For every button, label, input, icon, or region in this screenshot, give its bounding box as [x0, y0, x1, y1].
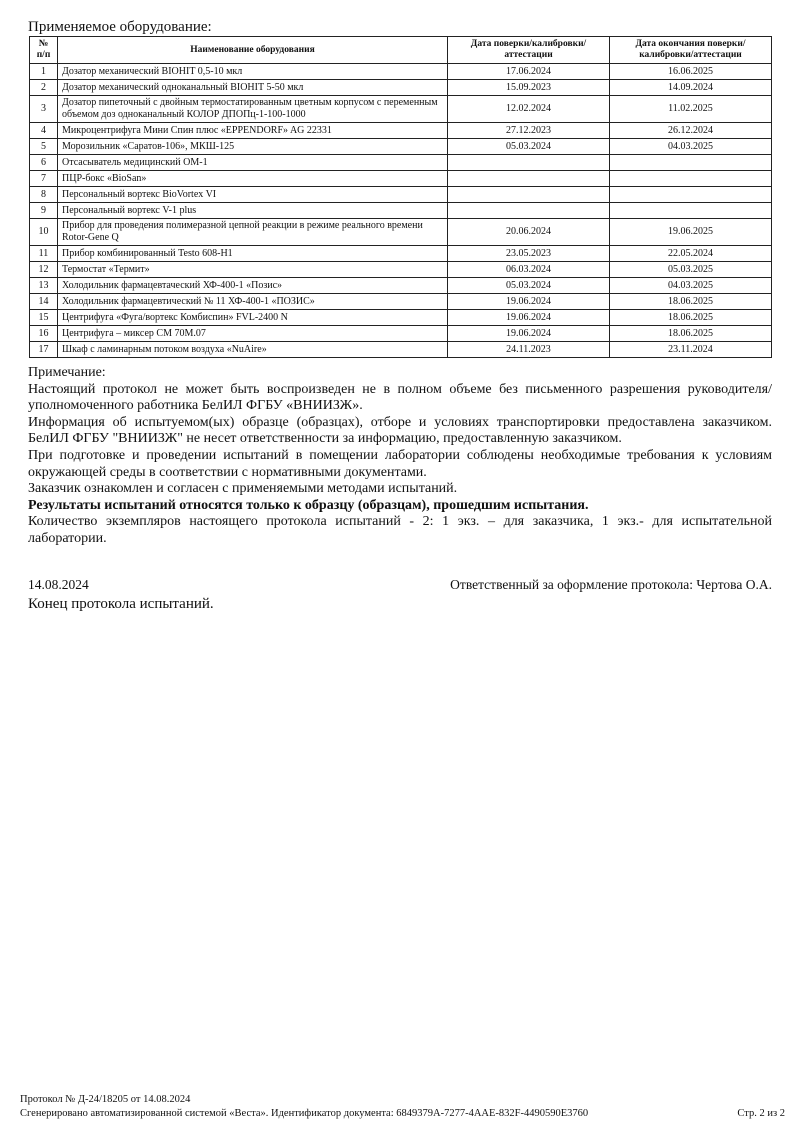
table-row [30, 171, 772, 187]
cell-name: Микроцентрифуга Мини Спин плюс «EPPENDORF» AG 22331 [58, 123, 448, 139]
note-copies: Количество экземпляров настоящего протокола испытаний - 2: 1 экз. – для заказчика, 1 экз.- для испытательной лаборатории. [28, 514, 772, 546]
cell-date-from: 05.03.2024 [448, 278, 610, 294]
table-row [30, 294, 772, 310]
cell-date-to [610, 203, 772, 219]
cell-date-from: 05.03.2024 [448, 139, 610, 155]
cell-date-from: 23.05.2023 [448, 246, 610, 262]
cell-name: ПЦР-бокс «BioSan» [58, 171, 448, 187]
cell-num: 16 [30, 326, 58, 342]
footer-line-2 [20, 1107, 785, 1121]
cell-date-from [448, 155, 610, 171]
cell-num: 17 [30, 342, 58, 358]
cell-num: 2 [30, 80, 58, 96]
cell-name: Центрифуга «Фуга/вортекс Комбиспин» FVL-2400 N [58, 310, 448, 326]
page-number: Стр. 2 из 2 [737, 1108, 785, 1119]
notes-section [28, 365, 772, 548]
cell-date-to: 14.09.2024 [610, 80, 772, 96]
cell-date-from [448, 187, 610, 203]
cell-date-to: 19.06.2025 [610, 219, 772, 246]
cell-name: Дозатор пипеточный с двойным термостатированным цветным корпусом с переменным объемом доз одноканальный КОЛОР ДПОПц-1-100-1000 [58, 96, 448, 123]
cell-date-to [610, 187, 772, 203]
note-reproduction: Настоящий протокол не может быть воспроизведен не в полном объеме без письменного разрешения руководителя/уполномоченного работника БелИЛ ФГБУ «ВНИИЗЖ». [28, 381, 772, 414]
equipment-section-title: Применяемое оборудование: [28, 19, 212, 35]
responsible-person: Ответственный за оформление протокола: Чертова О.А. [450, 577, 772, 592]
cell-name: Дозатор механический BIOHIT 0,5-10 мкл [58, 64, 448, 80]
cell-num: 13 [30, 278, 58, 294]
cell-name: Персональный вортекс BioVortex VI [58, 187, 448, 203]
cell-num: 7 [30, 171, 58, 187]
cell-date-to: 11.02.2025 [610, 96, 772, 123]
table-row [30, 64, 772, 80]
cell-name: Термостат «Термит» [58, 262, 448, 278]
note-customer-agreement: Заказчик ознакомлен и согласен с применяемыми методами испытаний. [28, 481, 458, 497]
cell-name: Дозатор механический одноканальный BIOHIT 5-50 мкл [58, 80, 448, 96]
cell-date-from: 19.06.2024 [448, 310, 610, 326]
table-row [30, 187, 772, 203]
table-row [30, 155, 772, 171]
table-row [30, 80, 772, 96]
table-row [30, 203, 772, 219]
protocol-date: 14.08.2024 [28, 577, 89, 592]
cell-date-to [610, 171, 772, 187]
cell-date-to: 05.03.2025 [610, 262, 772, 278]
table-row [30, 262, 772, 278]
cell-date-from: 24.11.2023 [448, 342, 610, 358]
cell-date-to: 26.12.2024 [610, 123, 772, 139]
cell-date-from: 27.12.2023 [448, 123, 610, 139]
note-results-scope: Результаты испытаний относятся только к образцу (образцам), прошедшим испытания. [28, 497, 589, 513]
cell-date-from [448, 171, 610, 187]
cell-date-to: 04.03.2025 [610, 278, 772, 294]
cell-date-to: 22.05.2024 [610, 246, 772, 262]
cell-name: Прибор комбинированный Testo 608-H1 [58, 246, 448, 262]
cell-num: 11 [30, 246, 58, 262]
table-row [30, 139, 772, 155]
cell-name: Шкаф с ламинарным потоком воздуха «NuAire» [58, 342, 448, 358]
table-row [30, 246, 772, 262]
cell-date-from: 06.03.2024 [448, 262, 610, 278]
header-date-from: Дата поверки/калибровки/аттестации [448, 37, 610, 64]
cell-num: 4 [30, 123, 58, 139]
cell-name: Холодильник фармацевтический № 11 ХФ-400-1 «ПОЗИС» [58, 294, 448, 310]
cell-date-to [610, 155, 772, 171]
cell-name: Морозильник «Саратов-106», МКШ-125 [58, 139, 448, 155]
cell-num: 10 [30, 219, 58, 246]
cell-date-from: 19.06.2024 [448, 326, 610, 342]
cell-date-to: 23.11.2024 [610, 342, 772, 358]
cell-num: 15 [30, 310, 58, 326]
table-row [30, 342, 772, 358]
cell-date-from: 17.06.2024 [448, 64, 610, 80]
cell-date-from: 20.06.2024 [448, 219, 610, 246]
table-row [30, 278, 772, 294]
table-row [30, 219, 772, 246]
cell-num: 3 [30, 96, 58, 123]
cell-date-to: 04.03.2025 [610, 139, 772, 155]
cell-name: Центрифуга – миксер СМ 70М.07 [58, 326, 448, 342]
table-row [30, 123, 772, 139]
equipment-table [29, 36, 772, 358]
cell-date-to: 18.06.2025 [610, 294, 772, 310]
cell-date-from: 19.06.2024 [448, 294, 610, 310]
cell-num: 8 [30, 187, 58, 203]
header-name: Наименование оборудования [58, 37, 448, 64]
table-header-row [30, 37, 772, 64]
note-lab-conditions: При подготовке и проведении испытаний в помещении лаборатории соблюдены необходимые требования к условиям окружающей среды в соответствии с нормативными документами. [28, 447, 772, 480]
header-num: № п/п [30, 37, 58, 64]
table-row [30, 96, 772, 123]
cell-date-to: 16.06.2025 [610, 64, 772, 80]
page-footer [20, 1093, 785, 1121]
cell-num: 5 [30, 139, 58, 155]
cell-num: 6 [30, 155, 58, 171]
cell-date-from [448, 203, 610, 219]
table-row [30, 326, 772, 342]
cell-name: Прибор для проведения полимеразной цепной реакции в режиме реального времени Rotor-Gene Q [58, 219, 448, 246]
cell-num: 14 [30, 294, 58, 310]
table-row [30, 310, 772, 326]
cell-num: 12 [30, 262, 58, 278]
cell-name: Персональный вортекс V-1 plus [58, 203, 448, 219]
note-sample-info: Информация об испытуемом(ых) образце (образцах), отборе и условиях транспортировки предоставлена заказчиком. БелИЛ ФГБУ "ВНИИЗЖ" не несет ответственности за информацию, предоставленную заказчиком. [28, 414, 772, 447]
end-of-protocol: Конец протокола испытаний. [28, 596, 214, 612]
cell-date-to: 18.06.2025 [610, 326, 772, 342]
cell-date-to: 18.06.2025 [610, 310, 772, 326]
header-date-to: Дата окончания поверки/калибровки/аттестации [610, 37, 772, 64]
cell-date-from: 15.09.2023 [448, 80, 610, 96]
notes-heading: Примечание: [28, 365, 106, 380]
footer-protocol-number: Протокол № Д-24/18205 от 14.08.2024 [20, 1094, 191, 1105]
cell-name: Отсасыватель медицинский ОМ-1 [58, 155, 448, 171]
footer-generated-by: Сгенерировано автоматизированной системой «Веста». Идентификатор документа: 6849379A-7277-4AAE-832F-4490590E3760 [20, 1108, 589, 1119]
cell-num: 9 [30, 203, 58, 219]
cell-name: Холодильник фармацевтаческий ХФ-400-1 «Позис» [58, 278, 448, 294]
cell-num: 1 [30, 64, 58, 80]
cell-date-from: 12.02.2024 [448, 96, 610, 123]
